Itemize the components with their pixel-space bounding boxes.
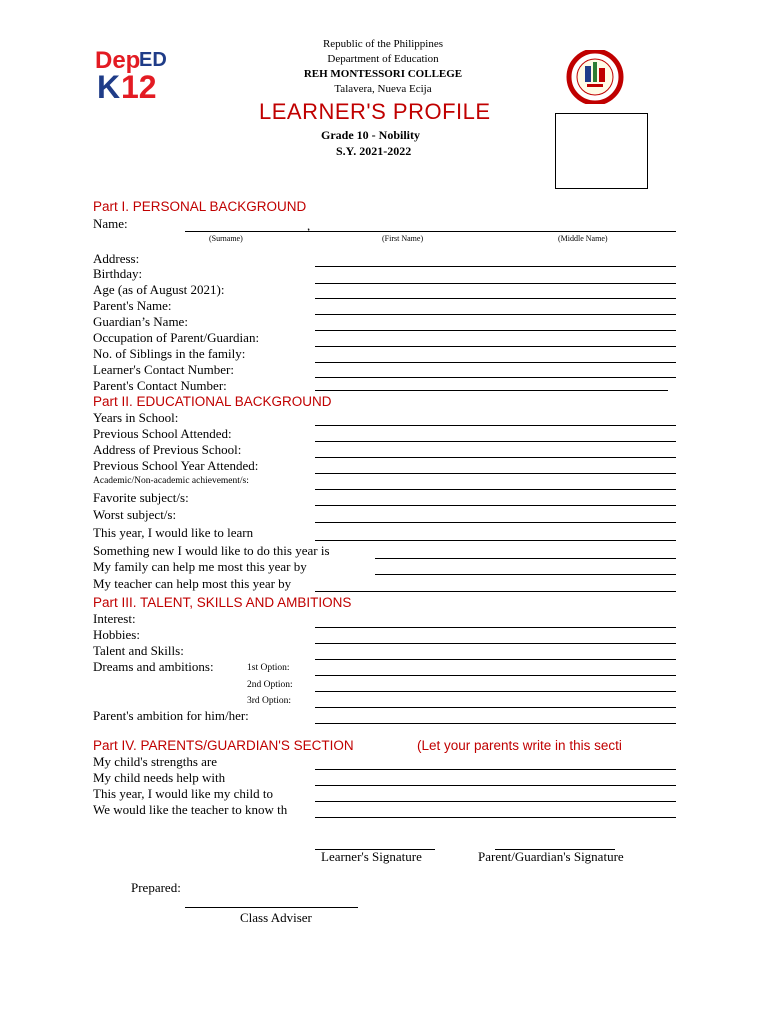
option-label: 3rd Option: <box>247 696 292 706</box>
field-label: Parent's ambition for him/her: <box>93 708 249 723</box>
field-line[interactable] <box>315 298 676 299</box>
field-line[interactable] <box>315 489 676 490</box>
field-line[interactable] <box>315 691 676 692</box>
field-label: Dreams and ambitions: <box>93 659 214 674</box>
field-label: Something new I would like to do this year is <box>93 543 330 558</box>
school-year: S.Y. 2021-2022 <box>336 144 412 158</box>
field-label: My child needs help with <box>93 770 226 785</box>
parent-signature-label: Parent/Guardian's Signature <box>478 849 624 864</box>
field-label: Occupation of Parent/Guardian: <box>93 330 260 345</box>
header-republic: Republic of the Philippines <box>322 38 444 50</box>
field-label: Interest: <box>93 611 136 626</box>
field-label: This year, I would like to learn <box>93 525 254 540</box>
field-label: Previous School Attended: <box>93 426 232 441</box>
field-line[interactable] <box>315 769 676 770</box>
field-label: Years in School: <box>93 410 179 425</box>
field-label: Previous School Year Attended: <box>93 458 259 473</box>
option-label: 2nd Option: <box>247 680 293 690</box>
field-label: This year, I would like my child to <box>93 786 274 801</box>
field-label: My child's strengths are <box>93 754 218 769</box>
field-line[interactable] <box>315 441 676 442</box>
field-line[interactable] <box>315 723 676 724</box>
field-label: My teacher can help most this year by <box>93 576 292 591</box>
field-label: Favorite subject/s: <box>93 490 189 505</box>
field-line[interactable] <box>315 801 676 802</box>
option-label: 1st Option: <box>247 663 290 673</box>
field-label: Talent and Skills: <box>93 643 184 658</box>
field-label: Address: <box>93 251 140 266</box>
field-line[interactable] <box>315 817 676 818</box>
field-line[interactable] <box>315 591 676 592</box>
field-label: Learner's Contact Number: <box>93 362 234 377</box>
field-line[interactable] <box>315 362 676 363</box>
header-school: REH MONTESSORI COLLEGE <box>303 68 463 80</box>
field-line[interactable] <box>315 659 676 660</box>
field-line[interactable] <box>315 675 676 676</box>
field-line[interactable] <box>315 377 676 378</box>
field-line[interactable] <box>315 540 676 541</box>
field-label: Parent's Contact Number: <box>93 378 227 393</box>
field-line[interactable] <box>315 473 676 474</box>
svg-text:Dep: Dep <box>95 47 141 74</box>
field-label: Academic/Non-academic achievement/s: <box>93 476 249 486</box>
field-line[interactable] <box>375 558 676 559</box>
part4-note: (Let your parents write in this secti <box>417 738 622 753</box>
field-label: Guardian’s Name: <box>93 314 188 329</box>
learner-signature-label: Learner's Signature <box>321 849 422 864</box>
part2-heading: Part II. EDUCATIONAL BACKGROUND <box>93 394 332 409</box>
part4-heading: Part IV. PARENTS/GUARDIAN'S SECTION <box>93 738 354 753</box>
deped-k12-logo <box>95 44 173 100</box>
field-line[interactable] <box>315 643 676 644</box>
field-line[interactable] <box>315 707 676 708</box>
field-line[interactable] <box>315 314 676 315</box>
part1-heading: Part I. PERSONAL BACKGROUND <box>93 199 307 214</box>
adviser-signature-line[interactable] <box>185 907 358 908</box>
grade-section: Grade 10 - Nobility <box>321 128 420 142</box>
name-comma: , <box>307 218 311 233</box>
field-label: Hobbies: <box>93 627 140 642</box>
field-label: We would like the teacher to know th <box>93 802 288 817</box>
field-line[interactable] <box>315 457 676 458</box>
name-field[interactable] <box>185 231 676 232</box>
surname-caption: (Surname) <box>209 234 243 243</box>
field-line[interactable] <box>315 425 676 426</box>
field-line[interactable] <box>315 346 676 347</box>
field-label: My family can help me most this year by <box>93 559 307 574</box>
field-line[interactable] <box>315 266 676 267</box>
first-name-caption: (First Name) <box>382 234 424 243</box>
header-location: Talavera, Nueva Ecija <box>334 83 432 95</box>
field-label: Birthday: <box>93 266 143 281</box>
field-label: No. of Siblings in the family: <box>93 346 246 361</box>
field-line[interactable] <box>315 627 676 628</box>
photo-box[interactable] <box>555 113 648 189</box>
part3-heading: Part III. TALENT, SKILLS AND AMBITIONS <box>93 595 352 610</box>
school-seal-logo <box>557 50 633 104</box>
field-line[interactable] <box>315 330 676 331</box>
field-label: Age (as of August 2021): <box>93 282 225 297</box>
middle-name-caption: (Middle Name) <box>558 234 608 243</box>
field-line[interactable] <box>315 283 676 284</box>
prepared-label: Prepared: <box>131 880 181 895</box>
field-line[interactable] <box>375 574 676 575</box>
svg-text:12: 12 <box>121 69 157 100</box>
svg-text:ED: ED <box>139 49 167 71</box>
adviser-label: Class Adviser <box>240 910 312 925</box>
name-label: Name: <box>93 216 128 231</box>
field-line[interactable] <box>315 785 676 786</box>
field-label: Parent's Name: <box>93 298 172 313</box>
field-line[interactable] <box>315 522 676 523</box>
field-label: Worst subject/s: <box>93 507 177 522</box>
field-line[interactable] <box>315 390 668 391</box>
field-line[interactable] <box>315 505 676 506</box>
header-department: Department of Education <box>327 53 439 65</box>
svg-text:K: K <box>97 69 121 100</box>
page-title: LEARNER'S PROFILE <box>259 99 491 124</box>
field-label: Address of Previous School: <box>93 442 242 457</box>
